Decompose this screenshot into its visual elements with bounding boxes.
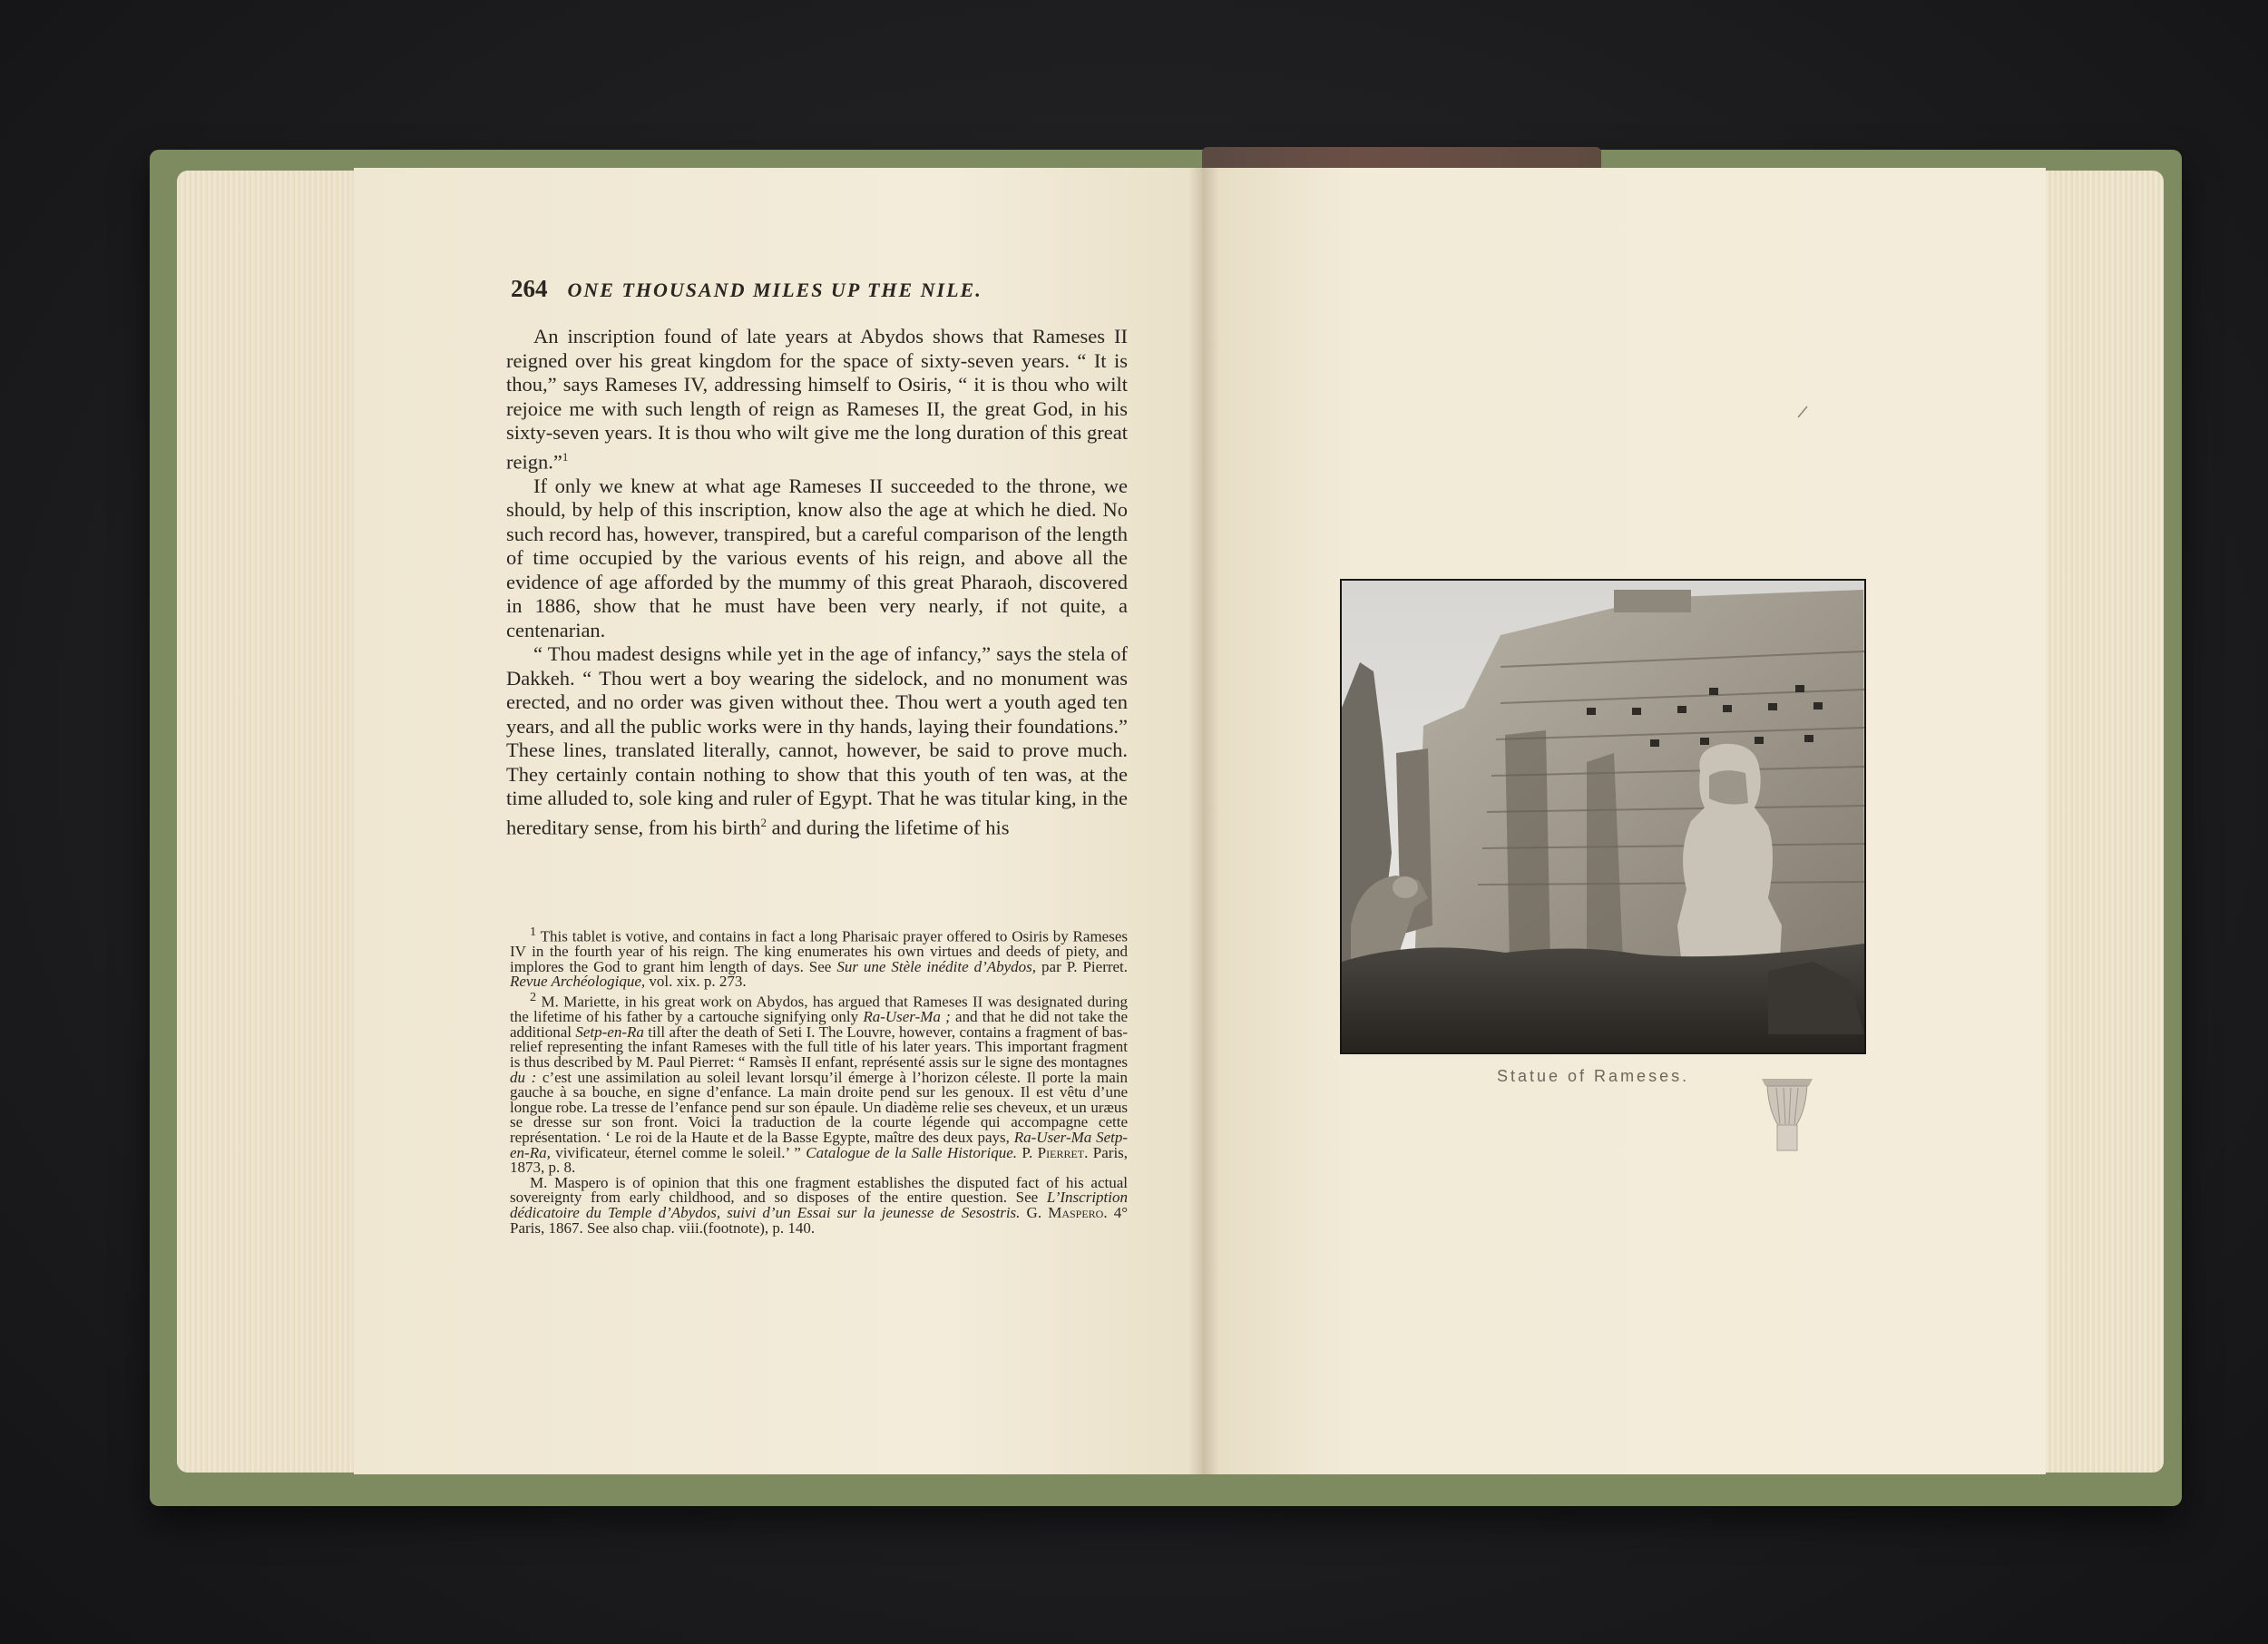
footnote-2-text-a: M. Mariette, in his great work on Abydos, has argued that Rameses II was designated during the lifetime of his father by a cartouche signifying only xyxy=(510,993,1129,1026)
running-head xyxy=(511,275,1128,308)
pencil-mark xyxy=(1794,403,1813,421)
page-number: 264 xyxy=(511,275,548,302)
paragraph-3-text-a: “ Thou madest designs while yet in the age of infancy,” says the stela of Dakkeh. “ Thou wert a boy wearing the sidelock, and no monument was erected, and no order was given without thee. Thou wert a youth aged ten years, and all the public works were in thy hands, laying their foundations.” These lines, translated literally, cannot, however, be said to prove much. They certainly contain nothing to show that this youth of ten was, at the time alluded to, sole king and ruler of Egypt. That he was titular king, in the hereditary sense, from his birth xyxy=(506,642,1128,838)
plate-photograph xyxy=(1340,579,1866,1054)
page-edges-left xyxy=(177,171,363,1473)
column-capital-ornament-icon xyxy=(1760,1075,1814,1152)
footnote-3-italic-1: L’Inscription dédicatoire du Temple d’Abydos, suivi d’un Essai sur la jeunesse de Sesostris. xyxy=(510,1189,1128,1221)
footnote-1-text-a: This tablet is votive, and contains in fact a long Pharisaic prayer offered to Osiris by Rameses IV in the fourth year of his reign. The king enumerates his own virtues and deeds of piety, and implores the God to grant him length of days. See xyxy=(510,927,1128,975)
footnote-1-text-b: par P. Pierret. xyxy=(1041,957,1129,975)
footnote-3-text-a: M. Maspero is of opinion that this one fragment establishes the disputed fact of his actual sovereignty from early childhood, and so disposes of the entire question. See xyxy=(510,1173,1128,1207)
footnote-1 xyxy=(510,925,1128,990)
book-gutter xyxy=(1188,168,1219,1474)
footnote-2-author: Pierret. xyxy=(1037,1143,1089,1161)
paragraph-2 xyxy=(506,475,1128,643)
running-title: ONE THOUSAND MILES UP THE NILE. xyxy=(567,279,982,301)
footnote-2-italic-4: Ra-User-Ma Setp-en-Ra, xyxy=(510,1129,1129,1161)
paragraph-3-text-b: and during the lifetime of his xyxy=(771,816,1010,838)
footnote-2-italic-1: Ra-User-Ma ; xyxy=(863,1008,951,1026)
note-ref-2: 2 xyxy=(760,815,767,829)
note-ref-1: 1 xyxy=(562,449,569,464)
footnote-2-text-d: c’est une assimilation au soleil levant lorsqu’il émerge à l’horizon céleste. Il porte la main gauche à sa bouche, en signe d’enfance. La main droite pend sur les genoux. Il est vêtu d’une longue robe. La tresse de l’enfance pend sur son épaule. Un diadème relie ses cheveux, et un uræus se dresse sur son front. Voici la traduction de la courte légende qui accompagne cette représentation. ‘ Le roi de la Haute et de la Basse Egypte, maître des deux pays, xyxy=(510,1068,1128,1147)
footnote-3 xyxy=(510,1173,1129,1237)
footnote-3-text-b: G. xyxy=(1026,1204,1042,1221)
paragraph-1 xyxy=(506,325,1128,475)
footnote-2-text-f1: P. xyxy=(1022,1143,1033,1161)
footnote-2-italic-2: Setp-en-Ra xyxy=(575,1023,644,1041)
footnote-2-italic-3: du : xyxy=(510,1068,537,1086)
footnote-1-italic-1: Sur une Stèle inédite d’Abydos, xyxy=(836,957,1037,975)
page-edges-right xyxy=(2037,171,2164,1473)
footnote-2-text-b: and that he did not take the additional xyxy=(510,1008,1128,1041)
footnote-2-text-c: till after the death of Seti I. The Louvre, however, contains a fragment of bas-relief representing the infant Rameses with the full title of his later years. This important fragment is thus described by M. Paul Pierret: “ Ramsès II enfant, représenté assis sur le signe des montagnes xyxy=(510,1023,1128,1072)
footnote-2-italic-5: Catalogue de la Salle Historique. xyxy=(806,1143,1017,1161)
footnote-1-italic-2: Revue Archéologique, xyxy=(510,973,646,991)
temple-ruins-photo xyxy=(1342,581,1864,1052)
paragraph-2-text: If only we knew at what age Rameses II succeeded to the throne, we should, by help of this inscription, know also the age at which he died. No such record has, however, transpired, but a careful comparison of the length of time occupied by the various events of his reign, and above all the evidence of age afforded by the mummy of this great Pharaoh, discovered in 1886, show that he must have been very nearly, if not quite, a centenarian. xyxy=(506,474,1128,641)
footnotes xyxy=(510,925,1128,1236)
footnote-1-mark: 1 xyxy=(530,925,537,939)
footnote-2-text-f2: Paris, 1873, p. 8. xyxy=(510,1143,1129,1177)
footnote-1-text-c: vol. xix. p. 273. xyxy=(649,973,747,991)
plate-caption: Statue of Rameses. xyxy=(1497,1067,1690,1085)
paragraph-1-text: An inscription found of late years at Abydos shows that Rameses II reigned over his great kingdom for the space of sixty-seven years. “ It is thou,” says Rameses IV, addressing himself to Osiris, “ it is thou who wilt rejoice me with such length of reign as Rameses II, the great God, in his sixty-seven years. It is thou who wilt give me the long duration of this great reign.” xyxy=(506,325,1128,473)
body-text xyxy=(506,325,1128,840)
paragraph-3 xyxy=(506,642,1128,840)
footnote-2-text-e: vivificateur, éternel comme le soleil.’ ” xyxy=(555,1143,801,1161)
footnote-2 xyxy=(510,990,1128,1176)
footnote-3-text-c: 4° Paris, 1867. See also chap. viii.(footnote), p. 140. xyxy=(510,1204,1129,1237)
footnote-3-author: Maspero. xyxy=(1048,1204,1108,1221)
footnote-2-mark: 2 xyxy=(530,990,537,1005)
